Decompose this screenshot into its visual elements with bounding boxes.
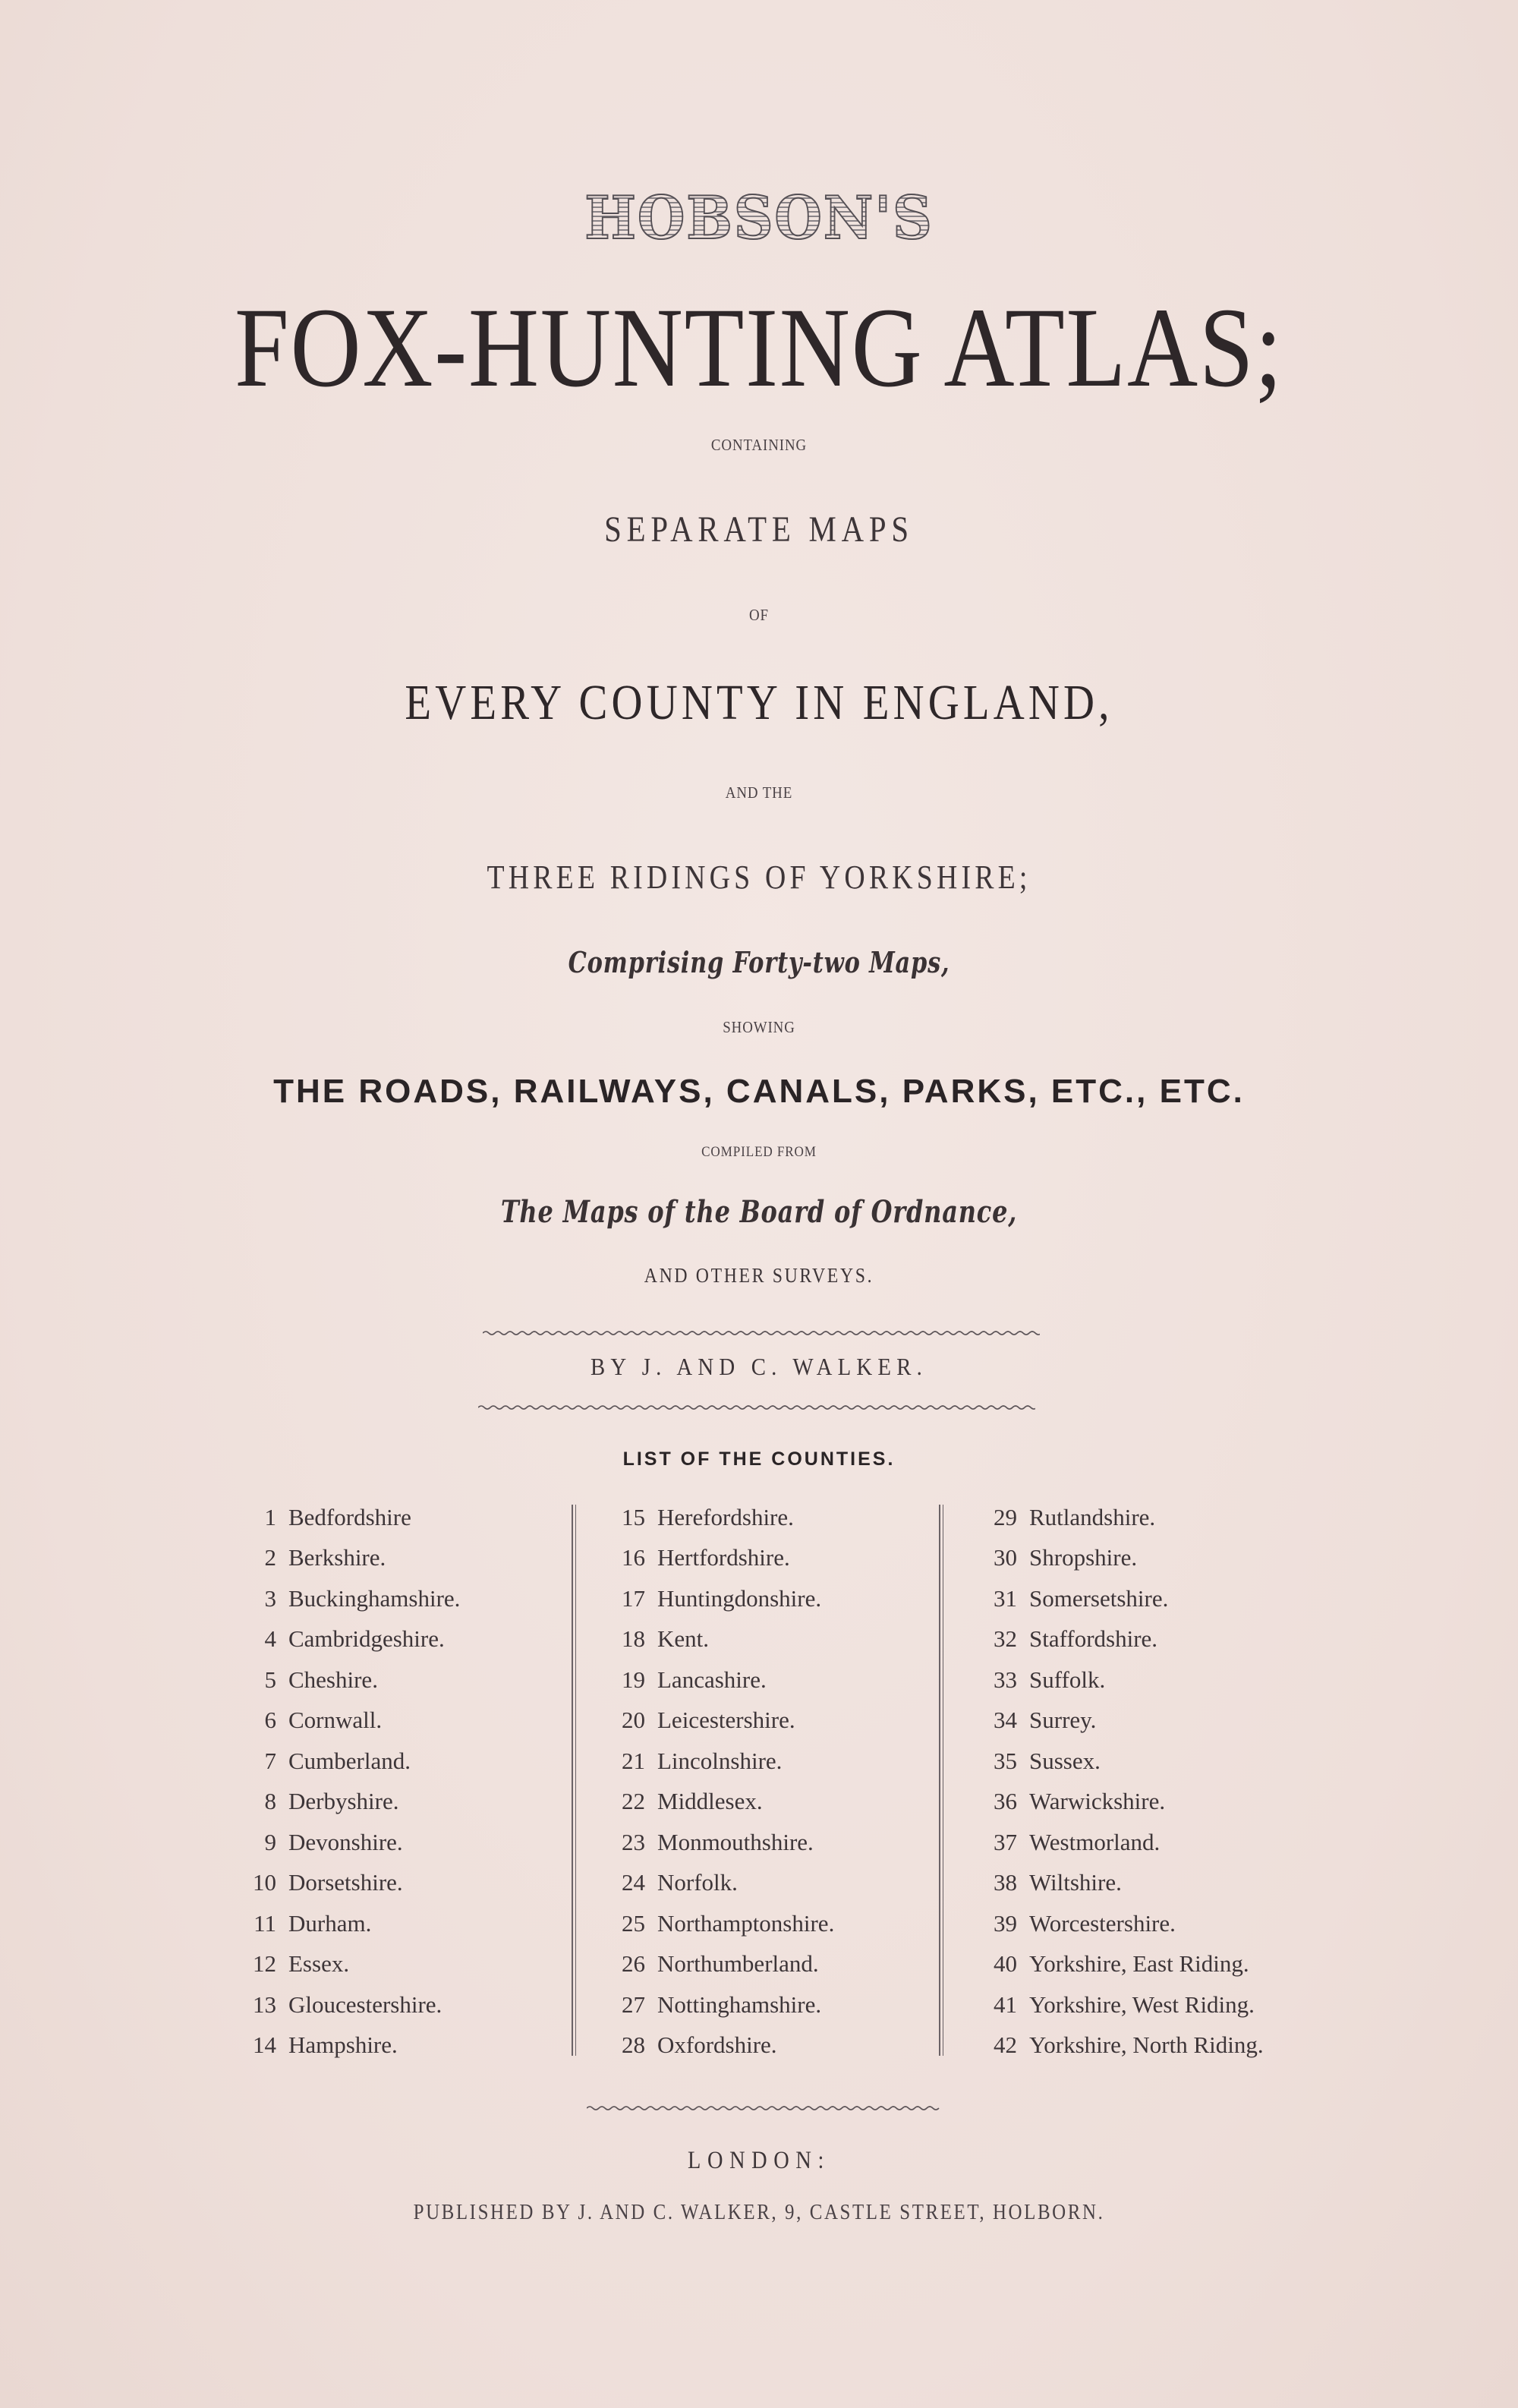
county-number: 41 — [994, 1990, 1017, 2018]
county-number: 30 — [994, 1544, 1017, 1571]
county-row — [243, 1944, 460, 1985]
county-name: Northamptonshire. — [657, 1909, 835, 1937]
county-name: Sussex. — [1029, 1747, 1101, 1774]
county-number: 31 — [994, 1584, 1017, 1612]
imprint-city: LONDON: — [688, 2147, 830, 2174]
county-row — [607, 1741, 834, 1782]
county-row — [607, 1497, 834, 1538]
county-name: Huntingdonshire. — [657, 1584, 822, 1612]
county-row — [979, 1822, 1264, 1863]
county-number: 16 — [622, 1544, 645, 1571]
county-row — [607, 1782, 834, 1823]
county-name: Gloucestershire. — [288, 1990, 442, 2018]
county-number: 7 — [264, 1747, 276, 1774]
county-number: 25 — [622, 1909, 645, 1937]
county-row — [607, 2025, 834, 2066]
county-row — [243, 1538, 460, 1579]
county-name: Buckinghamshire. — [288, 1584, 461, 1612]
county-column-2 — [607, 1497, 834, 2066]
county-number: 5 — [264, 1666, 276, 1693]
county-name: Leicestershire. — [657, 1707, 795, 1734]
county-row — [979, 1944, 1264, 1985]
column-divider-1 — [572, 1505, 576, 2056]
county-number: 22 — [622, 1788, 645, 1815]
county-list-heading: LIST OF THE COUNTIES. — [622, 1448, 896, 1470]
county-name: Herefordshire. — [657, 1503, 794, 1530]
county-number: 10 — [253, 1869, 276, 1896]
county-column-3 — [979, 1497, 1264, 2066]
county-number: 24 — [622, 1869, 645, 1896]
county-name: Lincolnshire. — [657, 1747, 783, 1774]
county-name: Oxfordshire. — [657, 2031, 777, 2059]
county-row — [979, 1782, 1264, 1823]
county-name: Derbyshire. — [288, 1788, 399, 1815]
county-row — [243, 1782, 460, 1823]
county-row — [243, 1700, 460, 1741]
county-number: 20 — [622, 1707, 645, 1734]
county-row — [243, 1903, 460, 1944]
county-row — [607, 1944, 834, 1985]
publisher-name: HOBSON'S — [61, 184, 1457, 253]
county-row — [979, 1984, 1264, 2025]
county-name: Yorkshire, West Riding. — [1029, 1990, 1255, 2018]
and-the-label: AND THE — [725, 783, 793, 802]
county-name: Cornwall. — [288, 1707, 383, 1734]
county-row — [243, 1619, 460, 1660]
county-row — [979, 1619, 1264, 1660]
county-name: Wiltshire. — [1029, 1869, 1122, 1896]
county-row — [979, 1741, 1264, 1782]
county-number: 33 — [994, 1666, 1017, 1693]
county-number: 38 — [994, 1869, 1017, 1896]
county-name: Cambridgeshire. — [288, 1625, 445, 1653]
county-number: 29 — [994, 1503, 1017, 1530]
county-name: Devonshire. — [288, 1828, 403, 1855]
county-number: 2 — [264, 1544, 276, 1571]
county-number: 4 — [264, 1625, 276, 1653]
county-name: Surrey. — [1029, 1707, 1097, 1734]
county-row — [243, 1984, 460, 2025]
county-name: Warwickshire. — [1029, 1788, 1166, 1815]
county-name: Kent. — [657, 1625, 710, 1653]
county-number: 39 — [994, 1909, 1017, 1937]
county-column-1 — [243, 1497, 460, 2066]
county-number: 40 — [994, 1950, 1017, 1978]
county-name: Westmorland. — [1029, 1828, 1161, 1855]
county-row — [243, 1659, 460, 1700]
county-number: 9 — [264, 1828, 276, 1855]
county-name: Somersetshire. — [1029, 1584, 1169, 1612]
county-number: 13 — [253, 1990, 276, 2018]
county-number: 34 — [994, 1707, 1017, 1734]
county-row — [607, 1700, 834, 1741]
county-number: 6 — [264, 1707, 276, 1734]
county-row — [243, 1578, 460, 1619]
county-name: Staffordshire. — [1029, 1625, 1158, 1653]
county-name: Cheshire. — [288, 1666, 378, 1693]
county-name: Worcestershire. — [1029, 1909, 1176, 1937]
county-row — [979, 1578, 1264, 1619]
county-name: Norfolk. — [657, 1869, 738, 1896]
county-name: Nottinghamshire. — [657, 1990, 822, 2018]
county-row — [243, 1822, 460, 1863]
county-number: 21 — [622, 1747, 645, 1774]
county-row — [607, 1578, 834, 1619]
county-name: Durham. — [288, 1909, 372, 1937]
county-number: 8 — [264, 1788, 276, 1815]
county-number: 36 — [994, 1788, 1017, 1815]
county-number: 11 — [254, 1909, 276, 1937]
county-name: Yorkshire, East Riding. — [1029, 1950, 1249, 1978]
showing-label: SHOWING — [723, 1018, 795, 1036]
county-row — [607, 1863, 834, 1904]
county-number: 28 — [622, 2031, 645, 2059]
county-number: 3 — [264, 1584, 276, 1612]
compiled-from-label: COMPILED FROM — [701, 1144, 817, 1160]
county-number: 35 — [994, 1747, 1017, 1774]
county-name: Cumberland. — [288, 1747, 411, 1774]
county-name: Hampshire. — [288, 2031, 398, 2059]
separate-maps-line: SEPARATE MAPS — [604, 509, 914, 550]
county-name: Northumberland. — [657, 1950, 819, 1978]
county-number: 23 — [622, 1828, 645, 1855]
county-number: 12 — [253, 1950, 276, 1978]
county-name: Berkshire. — [288, 1544, 386, 1571]
county-row — [607, 1619, 834, 1660]
county-number: 27 — [622, 1990, 645, 2018]
county-row — [979, 1903, 1264, 1944]
county-name: Monmouthshire. — [657, 1828, 814, 1855]
county-row — [607, 1659, 834, 1700]
county-row — [979, 1659, 1264, 1700]
county-name: Shropshire. — [1029, 1544, 1138, 1571]
county-row — [979, 1863, 1264, 1904]
county-row — [243, 1863, 460, 1904]
imprint-publisher: PUBLISHED BY J. AND C. WALKER, 9, CASTLE STREET, HOLBORN. — [413, 2200, 1105, 2224]
features-line: THE ROADS, RAILWAYS, CANALS, PARKS, ETC., ETC. — [273, 1073, 1245, 1110]
source-line: The Maps of the Board of Ordnance, — [500, 1194, 1018, 1230]
county-row — [979, 1538, 1264, 1579]
county-row — [979, 2025, 1264, 2066]
county-name: Rutlandshire. — [1029, 1503, 1156, 1530]
comprising-line: Comprising Forty-two Maps, — [568, 945, 950, 979]
county-row — [979, 1700, 1264, 1741]
county-number: 19 — [622, 1666, 645, 1693]
county-number: 14 — [253, 2031, 276, 2059]
county-row — [607, 1538, 834, 1579]
main-title: FOX-HUNTING ATLAS; — [235, 285, 1283, 411]
wavy-rule-imprint — [587, 2105, 943, 2111]
containing-label: CONTAINING — [710, 436, 808, 454]
county-row — [607, 1984, 834, 2025]
county-row — [243, 1741, 460, 1782]
wavy-rule-bottom — [478, 1404, 1035, 1410]
wavy-rule-top — [483, 1330, 1040, 1336]
county-name: Suffolk. — [1029, 1666, 1106, 1693]
county-number: 17 — [622, 1584, 645, 1612]
county-name: Bedfordshire — [288, 1503, 411, 1530]
county-number: 26 — [622, 1950, 645, 1978]
county-name: Yorkshire, North Riding. — [1029, 2031, 1264, 2059]
county-number: 15 — [622, 1503, 645, 1530]
county-name: Middlesex. — [657, 1788, 763, 1815]
county-number: 1 — [264, 1503, 276, 1530]
county-number: 18 — [622, 1625, 645, 1653]
county-row — [607, 1822, 834, 1863]
three-ridings-line: THREE RIDINGS OF YORKSHIRE; — [487, 859, 1031, 896]
of-label: OF — [749, 606, 769, 624]
county-number: 32 — [994, 1625, 1017, 1653]
county-name: Essex. — [288, 1950, 350, 1978]
county-name: Lancashire. — [657, 1666, 767, 1693]
county-name: Hertfordshire. — [657, 1544, 790, 1571]
county-number: 42 — [994, 2031, 1017, 2059]
column-divider-2 — [939, 1505, 943, 2056]
county-number: 37 — [994, 1828, 1017, 1855]
byline: BY J. AND C. WALKER. — [590, 1353, 928, 1380]
every-county-line: EVERY COUNTY IN ENGLAND, — [405, 675, 1113, 730]
county-row — [243, 1497, 460, 1538]
county-row — [243, 2025, 460, 2066]
county-name: Dorsetshire. — [288, 1869, 403, 1896]
county-row — [979, 1497, 1264, 1538]
other-surveys-line: AND OTHER SURVEYS. — [644, 1264, 874, 1287]
county-row — [607, 1903, 834, 1944]
